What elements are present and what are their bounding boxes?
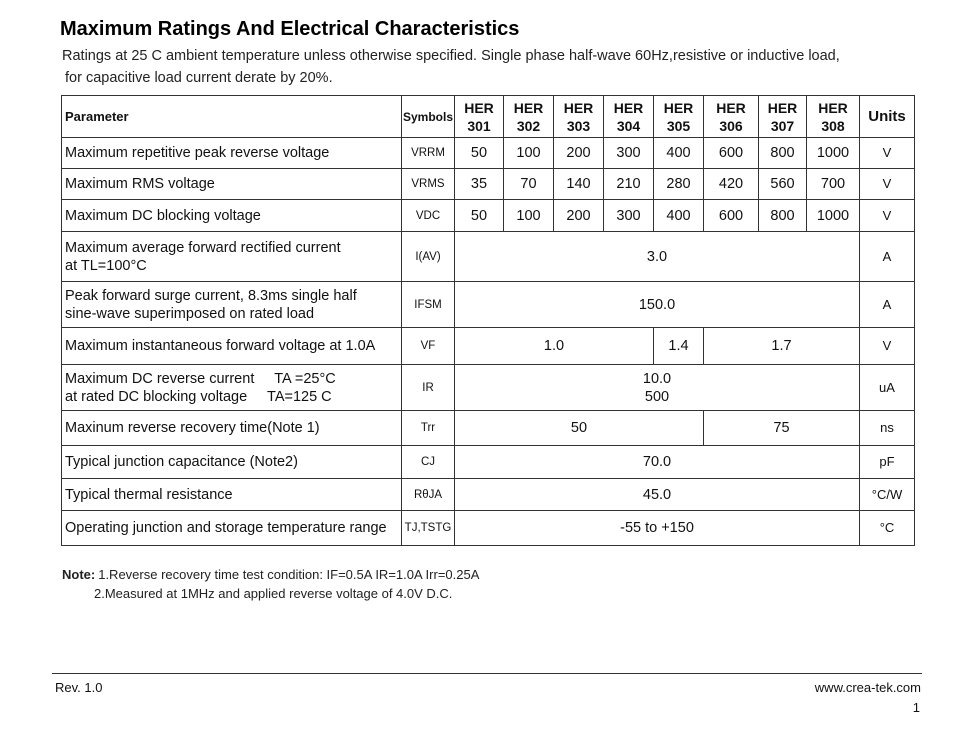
row-symbol: RθJA bbox=[402, 479, 455, 511]
row-value: 1.0 bbox=[455, 328, 654, 365]
notes-label: Note: bbox=[62, 567, 96, 582]
table-row bbox=[62, 479, 915, 511]
row-symbol: IFSM bbox=[402, 282, 455, 328]
row-value: 300 bbox=[604, 200, 654, 232]
intro-line-2: for capacitive load current derate by 20%. bbox=[65, 70, 333, 86]
row-value: 140 bbox=[554, 169, 604, 200]
row-param: Maximum DC reverse current TA =25°C at rated DC blocking voltage TA=125 C bbox=[62, 365, 402, 411]
row-param: Typical thermal resistance bbox=[62, 479, 402, 511]
row-symbol: VRMS bbox=[402, 169, 455, 200]
row-value: 50 bbox=[455, 411, 704, 446]
row-symbol: VRRM bbox=[402, 138, 455, 169]
intro-line-1: Ratings at 25 C ambient temperature unless otherwise specified. Single phase half-wave 60Hz,resistive or inductive load, bbox=[62, 48, 840, 64]
row-value: 600 bbox=[704, 200, 759, 232]
row-symbol: IR bbox=[402, 365, 455, 411]
row-value: 1.7 bbox=[704, 328, 860, 365]
footer-divider bbox=[52, 673, 922, 674]
row-value: 700 bbox=[807, 169, 860, 200]
header-units: Units bbox=[860, 96, 915, 138]
row-value: 420 bbox=[704, 169, 759, 200]
row-value: 1000 bbox=[807, 200, 860, 232]
row-param: Maximum RMS voltage bbox=[62, 169, 402, 200]
header-symbols: Symbols bbox=[402, 96, 455, 138]
row-value: 400 bbox=[654, 138, 704, 169]
row-unit: °C bbox=[860, 511, 915, 546]
table-row bbox=[62, 446, 915, 479]
page-title: Maximum Ratings And Electrical Characteristics bbox=[60, 18, 520, 40]
table-row bbox=[62, 511, 915, 546]
table-row bbox=[62, 328, 915, 365]
intro-text bbox=[62, 45, 942, 89]
row-symbol: VDC bbox=[402, 200, 455, 232]
row-unit: A bbox=[860, 232, 915, 282]
row-unit: V bbox=[860, 138, 915, 169]
row-value: 3.0 bbox=[455, 232, 860, 282]
notes bbox=[62, 567, 479, 601]
row-unit: °C/W bbox=[860, 479, 915, 511]
row-symbol: TJ,TSTG bbox=[402, 511, 455, 546]
table-row bbox=[62, 411, 915, 446]
row-unit: V bbox=[860, 200, 915, 232]
table-row bbox=[62, 169, 915, 200]
row-value: 45.0 bbox=[455, 479, 860, 511]
row-unit: pF bbox=[860, 446, 915, 479]
table-row bbox=[62, 232, 915, 282]
header-part-304: HER 304 bbox=[604, 96, 654, 138]
row-unit: A bbox=[860, 282, 915, 328]
row-param: Maximum instantaneous forward voltage at 1.0A bbox=[62, 328, 402, 365]
row-value: 600 bbox=[704, 138, 759, 169]
row-param: Operating junction and storage temperature range bbox=[62, 511, 402, 546]
note-2: 2.Measured at 1MHz and applied reverse voltage of 4.0V D.C. bbox=[94, 586, 453, 601]
row-param: Peak forward surge current, 8.3ms single half sine-wave superimposed on rated load bbox=[62, 282, 402, 328]
table-row bbox=[62, 282, 915, 328]
header-part-308: HER 308 bbox=[807, 96, 860, 138]
header-parameter: Parameter bbox=[62, 96, 402, 138]
row-value: 50 bbox=[455, 200, 504, 232]
row-symbol: I(AV) bbox=[402, 232, 455, 282]
row-value: 100 bbox=[504, 200, 554, 232]
table-row bbox=[62, 200, 915, 232]
row-unit: ns bbox=[860, 411, 915, 446]
row-unit: V bbox=[860, 169, 915, 200]
header-part-303: HER 303 bbox=[554, 96, 604, 138]
row-value: 800 bbox=[759, 200, 807, 232]
row-value: 70 bbox=[504, 169, 554, 200]
row-param: Maxinum reverse recovery time(Note 1) bbox=[62, 411, 402, 446]
row-value: 75 bbox=[704, 411, 860, 446]
website-link[interactable]: www.crea-tek.com bbox=[814, 680, 921, 695]
row-unit: uA bbox=[860, 365, 915, 411]
row-param: Maximum average forward rectified current at TL=100°C bbox=[62, 232, 402, 282]
header-part-301: HER 301 bbox=[455, 96, 504, 138]
row-unit: V bbox=[860, 328, 915, 365]
table-row bbox=[62, 138, 915, 169]
page-number: 1 bbox=[912, 700, 920, 715]
row-value: 50 bbox=[455, 138, 504, 169]
row-value: 1000 bbox=[807, 138, 860, 169]
row-value: 70.0 bbox=[455, 446, 860, 479]
row-symbol: VF bbox=[402, 328, 455, 365]
header-part-305: HER 305 bbox=[654, 96, 704, 138]
row-value: 35 bbox=[455, 169, 504, 200]
row-value: 1.4 bbox=[654, 328, 704, 365]
row-value: 280 bbox=[654, 169, 704, 200]
row-value: 200 bbox=[554, 200, 604, 232]
row-param: Maximum DC blocking voltage bbox=[62, 200, 402, 232]
table-row bbox=[62, 365, 915, 411]
row-value: 560 bbox=[759, 169, 807, 200]
row-value: 300 bbox=[604, 138, 654, 169]
row-value: -55 to +150 bbox=[455, 511, 860, 546]
header-part-306: HER 306 bbox=[704, 96, 759, 138]
table-header-row bbox=[62, 96, 915, 138]
row-param: Maximum repetitive peak reverse voltage bbox=[62, 138, 402, 169]
row-value: 10.0 500 bbox=[455, 365, 860, 411]
row-value: 210 bbox=[604, 169, 654, 200]
row-param: Typical junction capacitance (Note2) bbox=[62, 446, 402, 479]
note-1: 1.Reverse recovery time test condition: IF=0.5A IR=1.0A Irr=0.25A bbox=[98, 567, 480, 582]
row-value: 100 bbox=[504, 138, 554, 169]
revision-label: Rev. 1.0 bbox=[55, 680, 103, 695]
row-symbol: Trr bbox=[402, 411, 455, 446]
header-part-307: HER 307 bbox=[759, 96, 807, 138]
row-symbol: CJ bbox=[402, 446, 455, 479]
row-value: 150.0 bbox=[455, 282, 860, 328]
row-value: 400 bbox=[654, 200, 704, 232]
row-value: 800 bbox=[759, 138, 807, 169]
header-part-302: HER 302 bbox=[504, 96, 554, 138]
row-value: 200 bbox=[554, 138, 604, 169]
ratings-table bbox=[61, 95, 915, 546]
